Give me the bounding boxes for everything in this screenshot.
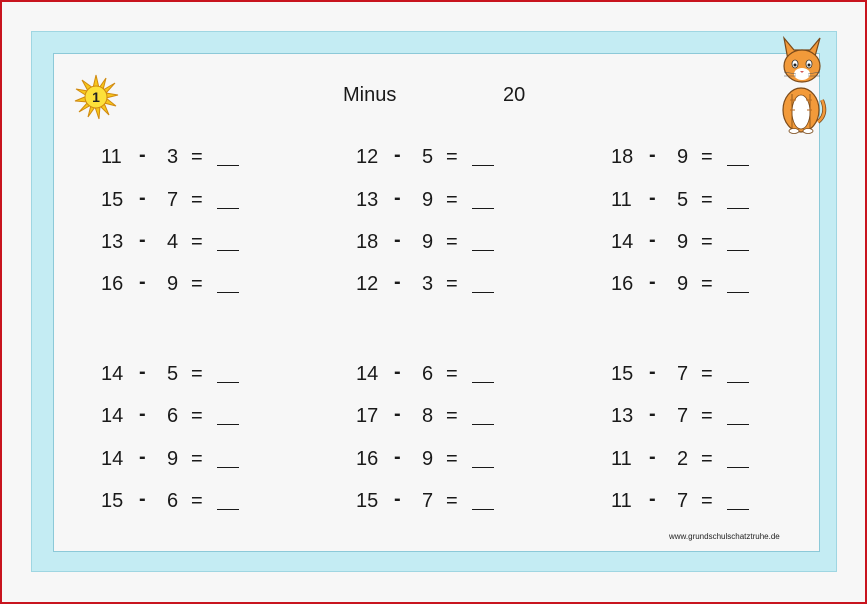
page-title: Minus [343,84,397,106]
minus-sign: - [394,403,401,425]
equation-row [356,273,506,299]
equation-row [356,189,506,215]
equation-row [611,189,761,215]
minus-sign: - [394,271,401,293]
minuend: 18 [611,146,634,168]
answer-blank[interactable] [217,165,239,166]
subtrahend: 8 [422,405,434,427]
subtrahend: 3 [167,146,179,168]
equation-row [101,273,251,299]
answer-blank[interactable] [727,424,749,425]
minuend: 14 [101,405,124,427]
equals-sign: = [446,189,458,211]
equals-sign: = [701,146,713,168]
subtrahend: 2 [677,448,689,470]
subtrahend: 6 [422,363,434,385]
answer-blank[interactable] [727,467,749,468]
subtrahend: 9 [677,273,689,295]
minus-sign: - [394,488,401,510]
subtrahend: 9 [167,273,179,295]
minus-sign: - [139,446,146,468]
subtrahend: 9 [422,448,434,470]
equation-row [101,490,251,516]
answer-blank[interactable] [727,292,749,293]
equals-sign: = [191,490,203,512]
minus-sign: - [139,229,146,251]
equation-row [611,363,761,389]
answer-blank[interactable] [217,292,239,293]
minuend: 15 [101,189,124,211]
equals-sign: = [191,146,203,168]
subtrahend: 6 [167,405,179,427]
equals-sign: = [701,490,713,512]
answer-blank[interactable] [472,165,494,166]
minus-sign: - [649,187,656,209]
minus-sign: - [394,187,401,209]
equation-row [611,146,761,172]
number-range: 20 [503,84,526,106]
equals-sign: = [446,405,458,427]
minus-sign: - [394,446,401,468]
equals-sign: = [701,448,713,470]
minus-sign: - [649,488,656,510]
equals-sign: = [701,231,713,253]
equation-row [611,448,761,474]
equals-sign: = [446,363,458,385]
minus-sign: - [139,361,146,383]
answer-blank[interactable] [472,509,494,510]
minuend: 12 [356,273,379,295]
minuend: 16 [356,448,379,470]
answer-blank[interactable] [217,467,239,468]
minuend: 14 [101,363,124,385]
minuend: 14 [611,231,634,253]
equation-row [101,363,251,389]
equation-row [356,490,506,516]
worksheet-sheet [53,53,820,552]
equation-row [101,231,251,257]
answer-blank[interactable] [217,250,239,251]
equation-row [356,146,506,172]
answer-blank[interactable] [217,208,239,209]
subtrahend: 7 [677,405,689,427]
subtrahend: 9 [422,231,434,253]
minuend: 14 [101,448,124,470]
equation-row [356,363,506,389]
minus-sign: - [649,144,656,166]
subtrahend: 9 [677,146,689,168]
equation-row [611,231,761,257]
equals-sign: = [191,448,203,470]
minuend: 11 [611,189,632,211]
equation-row [101,405,251,431]
answer-blank[interactable] [217,382,239,383]
equals-sign: = [446,146,458,168]
minuend: 18 [356,231,379,253]
minuend: 12 [356,146,379,168]
subtrahend: 7 [677,490,689,512]
equals-sign: = [446,273,458,295]
answer-blank[interactable] [727,165,749,166]
equals-sign: = [191,189,203,211]
answer-blank[interactable] [472,250,494,251]
subtrahend: 7 [167,189,179,211]
minus-sign: - [394,361,401,383]
equals-sign: = [446,448,458,470]
answer-blank[interactable] [727,382,749,383]
exercise-number: 1 [92,89,100,105]
minus-sign: - [649,271,656,293]
minus-sign: - [139,187,146,209]
subtrahend: 7 [677,363,689,385]
minuend: 14 [356,363,379,385]
answer-blank[interactable] [472,292,494,293]
equation-row [611,490,761,516]
minuend: 15 [356,490,379,512]
equals-sign: = [701,189,713,211]
answer-blank[interactable] [472,382,494,383]
answer-blank[interactable] [472,467,494,468]
subtrahend: 5 [422,146,434,168]
equation-row [101,448,251,474]
subtrahend: 9 [422,189,434,211]
sun-badge [73,74,119,120]
minuend: 15 [611,363,634,385]
subtrahend: 3 [422,273,434,295]
equals-sign: = [701,363,713,385]
minuend: 17 [356,405,379,427]
minus-sign: - [394,144,401,166]
equation-row [101,189,251,215]
cat-illustration [770,30,830,136]
subtrahend: 9 [167,448,179,470]
equals-sign: = [191,273,203,295]
answer-blank[interactable] [727,509,749,510]
minus-sign: - [649,361,656,383]
answer-blank[interactable] [472,208,494,209]
minuend: 16 [611,273,634,295]
subtrahend: 9 [677,231,689,253]
equals-sign: = [446,490,458,512]
minus-sign: - [649,446,656,468]
minus-sign: - [649,229,656,251]
minus-sign: - [649,403,656,425]
equation-row [356,231,506,257]
minus-sign: - [139,144,146,166]
subtrahend: 7 [422,490,434,512]
subtrahend: 4 [167,231,179,253]
equals-sign: = [191,405,203,427]
answer-blank[interactable] [472,424,494,425]
minuend: 11 [101,146,122,168]
equals-sign: = [701,273,713,295]
minuend: 11 [611,490,632,512]
equation-row [611,273,761,299]
website-credit: www.grundschulschatztruhe.de [669,532,780,541]
subtrahend: 6 [167,490,179,512]
equals-sign: = [191,363,203,385]
minuend: 13 [356,189,379,211]
equation-row [101,146,251,172]
minus-sign: - [139,271,146,293]
minuend: 15 [101,490,124,512]
answer-blank[interactable] [727,250,749,251]
subtrahend: 5 [677,189,689,211]
equals-sign: = [191,231,203,253]
equation-row [356,448,506,474]
equals-sign: = [701,405,713,427]
minus-sign: - [394,229,401,251]
equals-sign: = [446,231,458,253]
answer-blank[interactable] [217,509,239,510]
minuend: 16 [101,273,124,295]
minus-sign: - [139,403,146,425]
equation-row [356,405,506,431]
minus-sign: - [139,488,146,510]
subtrahend: 5 [167,363,179,385]
answer-blank[interactable] [217,424,239,425]
minuend: 11 [611,448,632,470]
answer-blank[interactable] [727,208,749,209]
minuend: 13 [101,231,124,253]
minuend: 13 [611,405,634,427]
equation-row [611,405,761,431]
